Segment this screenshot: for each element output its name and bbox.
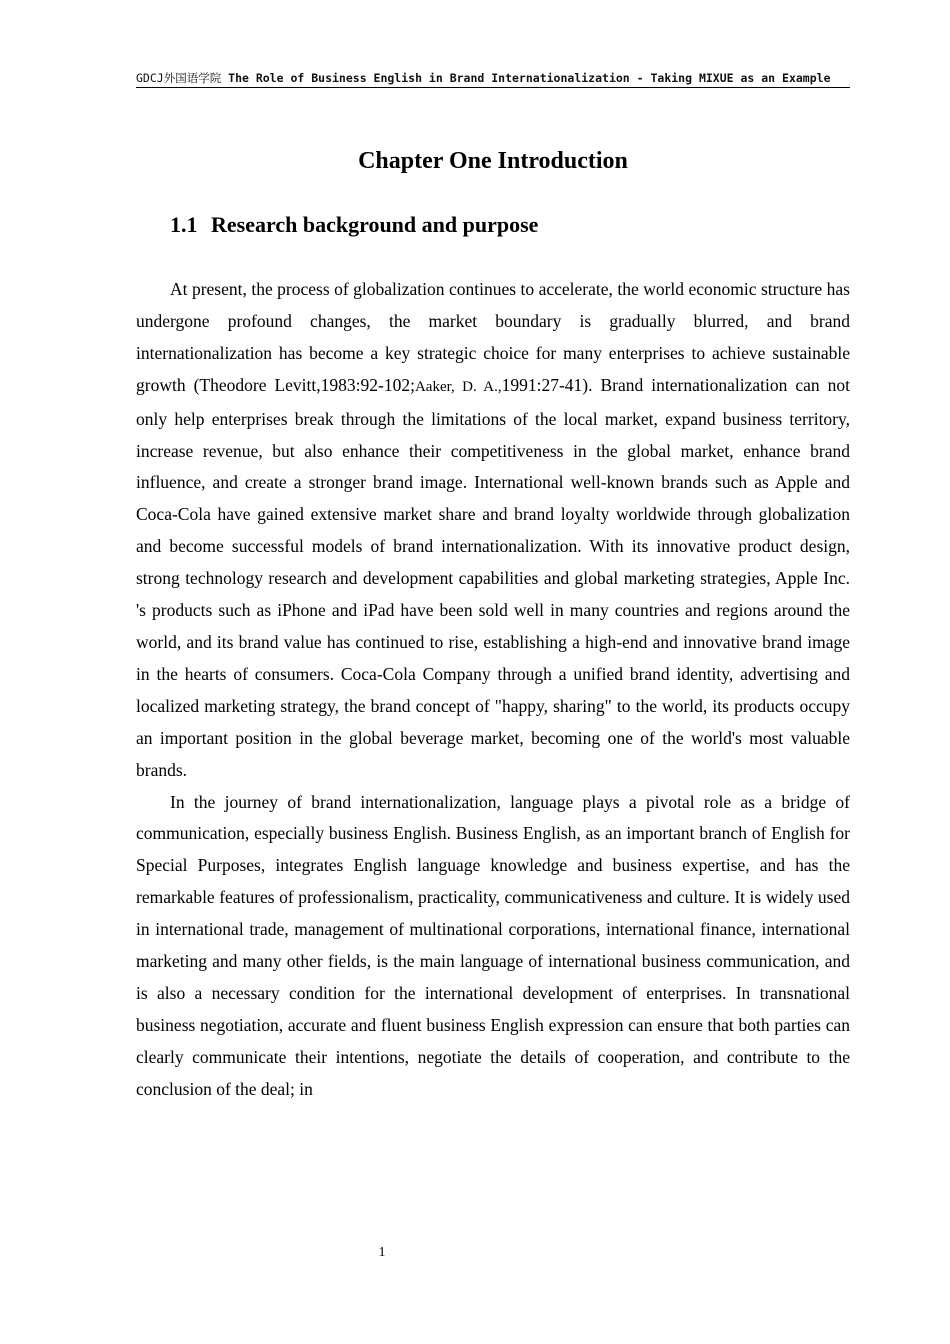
citation-author: Aaker, D. A.,: [414, 378, 502, 395]
section-title: Research background and purpose: [211, 212, 539, 237]
header-institution: GDCJ外国语学院: [136, 71, 222, 85]
chapter-title: Chapter One Introduction: [358, 148, 628, 174]
page-number: 1: [378, 1245, 386, 1260]
paragraph-1-part-2: 1991:27-41). Brand internationalization can not only help enterprises break through the limitations of the local market, expand business territory, increase revenue, but also enhance their competitiveness in the global market, enhance brand influence, and create a stronger brand image. International well-known brands such as Apple and Coca-Cola have gained extensive market share and brand loyalty worldwide through globalization and become successful models of brand internationalization. With its innovative product design, strong technology research and development capabilities and global marketing strategies, Apple Inc. 's products such as iPhone and iPad have been sold well in many countries and regions around the world, and its brand value has continued to rise, establishing a high-end and innovative brand image in the hearts of consumers. Coca-Cola Company through a unified brand identity, advertising and localized marketing strategy, the brand concept of "happy, sharing" to the world, its products occupy an important position in the global beverage market, becoming one of the world's most valuable brands.: [136, 374, 850, 780]
section-heading: [170, 212, 538, 238]
section-number: 1.1: [170, 212, 198, 237]
header-thesis-title: The Role of Business English in Brand Internationalization - Taking MIXUE as an Example: [228, 71, 831, 85]
paragraph-1: [136, 274, 850, 787]
paragraph-1-part-1: At present, the process of globalization continues to accelerate, the world economic structure has undergone profound changes, the market boundary is gradually blurred, and brand internationalization has become a key strategic choice for many enterprises to achieve sustainable growth (Theodore Levitt,1983:92-102;: [136, 279, 850, 395]
body-text: [136, 274, 850, 1106]
paragraph-2: In the journey of brand internationalization, language plays a pivotal role as a bridge of communication, especially business English. Business English, as an important branch of English for Special Purposes, integrates English language knowledge and business expertise, and has the remarkable features of professionalism, practicality, communicativeness and culture. It is widely used in international trade, management of multinational corporations, international finance, international marketing and many other fields, is the main language of international business communication, and is also a necessary condition for the international development of enterprises. In transnational business negotiation, accurate and fluent business English expression can ensure that both parties can clearly communicate their intentions, negotiate the details of cooperation, and contribute to the conclusion of the deal; in: [136, 791, 850, 1099]
running-header: [136, 70, 850, 88]
